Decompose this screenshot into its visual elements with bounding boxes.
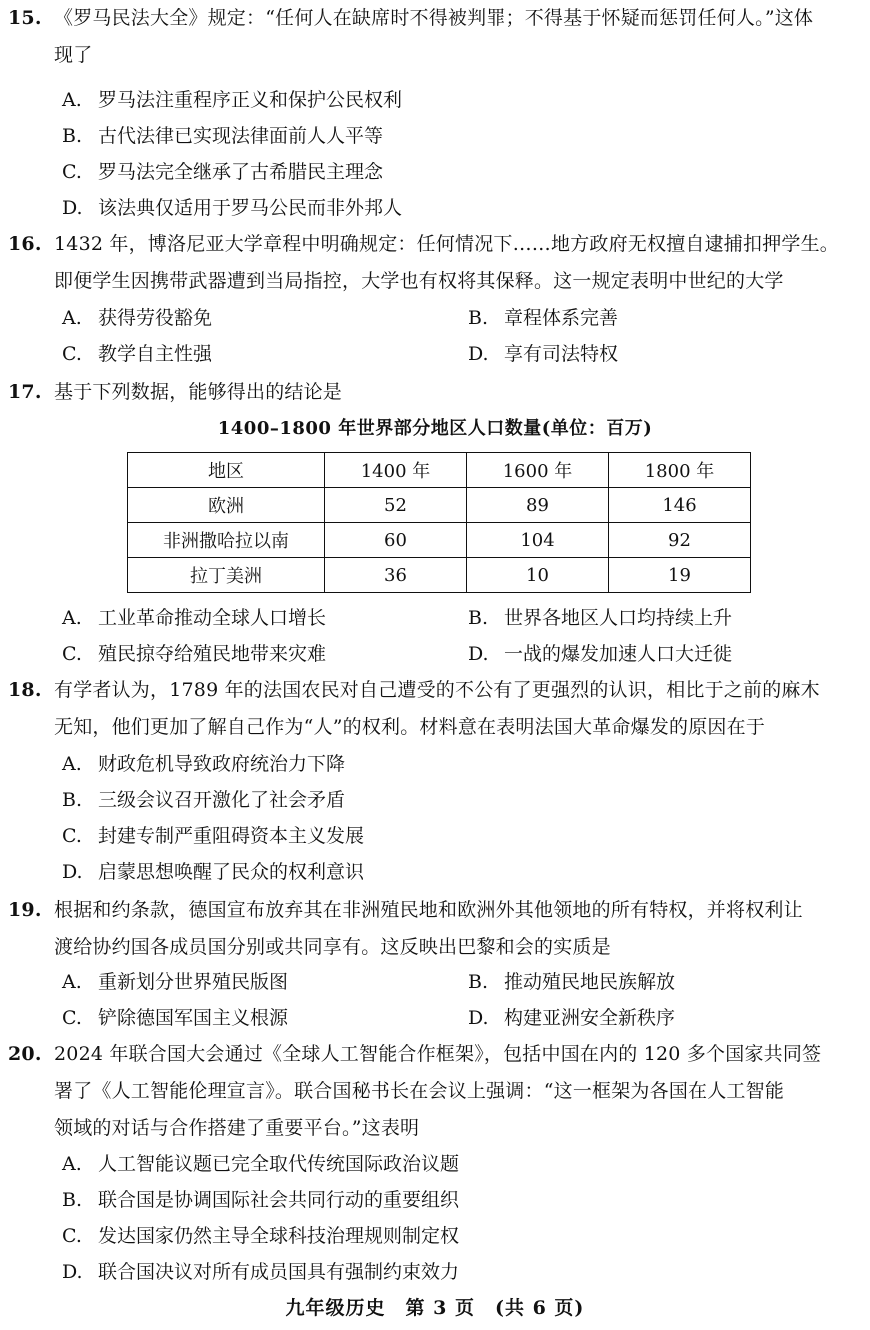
option-text: 铲除德国军国主义根源 xyxy=(98,1007,289,1029)
option-c[interactable] xyxy=(62,1218,459,1254)
question-stem xyxy=(8,0,860,37)
option-text: 殖民掠夺给殖民地带来灾难 xyxy=(98,643,327,665)
option-b[interactable] xyxy=(468,964,675,1000)
stem-text: 署了《人工智能伦理宣言》。联合国秘书长在会议上强调：“这一框架为各国在人工智能 xyxy=(54,1080,785,1102)
table-cell: 拉丁美洲 xyxy=(128,558,325,593)
question-number: 17. xyxy=(8,381,42,403)
table-cell: 19 xyxy=(609,558,751,593)
option-text: 罗马法完全继承了古希腊民主理念 xyxy=(98,161,384,183)
option-text: 罗马法注重程序正义和保护公民权利 xyxy=(98,89,403,111)
option-d[interactable] xyxy=(62,1254,459,1290)
option-letter: B. xyxy=(62,125,83,147)
stem-text: 无知，他们更加了解自己作为“人”的权利。材料意在表明法国大革命爆发的原因在于 xyxy=(54,716,766,738)
option-text: 教学自主性强 xyxy=(98,343,213,365)
stem-text: 《罗马民法大全》规定：“任何人在缺席时不得被判罪；不得基于怀疑而惩罚任何人。”这体 xyxy=(54,7,814,29)
option-d[interactable] xyxy=(468,336,618,372)
question-stem xyxy=(8,672,860,709)
option-letter: A. xyxy=(62,753,82,775)
question-17 xyxy=(8,374,860,411)
option-letter: B. xyxy=(62,1189,83,1211)
option-d[interactable] xyxy=(62,190,402,226)
option-letter: C. xyxy=(62,343,82,365)
table-cell: 36 xyxy=(325,558,467,593)
option-text: 世界各地区人口均持续上升 xyxy=(504,607,733,629)
question-18 xyxy=(8,672,860,746)
table-header-cell: 1800 年 xyxy=(609,453,751,488)
table-cell: 欧洲 xyxy=(128,488,325,523)
question-19 xyxy=(8,892,860,966)
option-c[interactable] xyxy=(62,336,212,372)
option-d[interactable] xyxy=(62,854,364,890)
stem-text: 有学者认为，1789 年的法国农民对自己遭受的不公有了更强烈的认识，相比于之前的麻木 xyxy=(54,679,820,701)
question-number: 15. xyxy=(8,7,42,29)
table-header-cell: 1600 年 xyxy=(467,453,609,488)
table-row xyxy=(128,523,751,558)
option-text: 该法典仅适用于罗马公民而非外邦人 xyxy=(98,197,403,219)
stem-text: 根据和约条款，德国宣布放弃其在非洲殖民地和欧洲外其他领地的所有特权，并将权利让 xyxy=(54,899,803,921)
stem-text: 渡给协约国各成员国分别或共同享有。这反映出巴黎和会的实质是 xyxy=(54,936,611,958)
option-a[interactable] xyxy=(62,82,402,118)
option-text: 发达国家仍然主导全球科技治理规则制定权 xyxy=(98,1225,460,1247)
question-stem xyxy=(8,1036,860,1073)
question-stem xyxy=(8,892,860,929)
option-text: 封建专制严重阻碍资本主义发展 xyxy=(98,825,365,847)
option-letter: A. xyxy=(62,1153,82,1175)
option-text: 工业革命推动全球人口增长 xyxy=(98,607,327,629)
stem-text: 现了 xyxy=(54,44,93,66)
question-number: 16. xyxy=(8,233,42,255)
option-text: 构建亚洲安全新秩序 xyxy=(504,1007,676,1029)
option-a[interactable] xyxy=(62,300,212,336)
table-cell: 52 xyxy=(325,488,467,523)
option-b[interactable] xyxy=(62,782,345,818)
option-letter: D. xyxy=(62,1261,83,1283)
option-letter: A. xyxy=(62,971,82,993)
question-number: 18. xyxy=(8,679,42,701)
question-stem xyxy=(8,226,860,263)
option-b[interactable] xyxy=(468,600,732,636)
option-text: 联合国是协调国际社会共同行动的重要组织 xyxy=(98,1189,460,1211)
option-letter: D. xyxy=(468,1007,489,1029)
option-letter: B. xyxy=(468,971,489,993)
table-header-cell: 地区 xyxy=(128,453,325,488)
option-a[interactable] xyxy=(62,746,345,782)
question-15 xyxy=(8,0,860,74)
option-text: 古代法律已实现法律面前人人平等 xyxy=(98,125,384,147)
page-footer: 九年级历史 第 3 页 (共 6 页) xyxy=(285,1297,585,1319)
option-letter: D. xyxy=(62,861,83,883)
table-row xyxy=(128,558,751,593)
table-cell: 89 xyxy=(467,488,609,523)
table-cell: 146 xyxy=(609,488,751,523)
option-text: 三级会议召开激化了社会矛盾 xyxy=(98,789,346,811)
stem-text: 2024 年联合国大会通过《全球人工智能合作框架》，包括中国在内的 120 多个国家共同签 xyxy=(54,1043,822,1065)
population-table xyxy=(127,452,751,593)
option-b[interactable] xyxy=(62,118,383,154)
stem-text: 1432 年，博洛尼亚大学章程中明确规定：任何情况下……地方政府无权擅自逮捕扣押学生。 xyxy=(54,233,839,255)
stem-text: 即便学生因携带武器遭到当局指控，大学也有权将其保释。这一规定表明中世纪的大学 xyxy=(54,270,784,292)
table-cell: 92 xyxy=(609,523,751,558)
option-text: 一战的爆发加速人口大迁徙 xyxy=(504,643,733,665)
table-caption: 1400–1800 年世界部分地区人口数量(单位：百万) xyxy=(217,418,653,439)
option-d[interactable] xyxy=(468,1000,675,1036)
option-letter: C. xyxy=(62,643,82,665)
table-header-row xyxy=(128,453,751,488)
option-text: 享有司法特权 xyxy=(504,343,619,365)
option-c[interactable] xyxy=(62,154,383,190)
option-letter: D. xyxy=(468,343,489,365)
option-c[interactable] xyxy=(62,1000,288,1036)
option-text: 人工智能议题已完全取代传统国际政治议题 xyxy=(98,1153,460,1175)
option-text: 获得劳役豁免 xyxy=(98,307,213,329)
question-16 xyxy=(8,226,860,300)
table-cell: 非洲撒哈拉以南 xyxy=(128,523,325,558)
option-letter: D. xyxy=(468,643,489,665)
option-letter: B. xyxy=(62,789,83,811)
option-b[interactable] xyxy=(468,300,618,336)
option-letter: C. xyxy=(62,825,82,847)
option-d[interactable] xyxy=(468,636,732,672)
option-text: 财政危机导致政府统治力下降 xyxy=(98,753,346,775)
question-stem xyxy=(8,374,860,411)
option-text: 重新划分世界殖民版图 xyxy=(98,971,289,993)
option-letter: A. xyxy=(62,89,82,111)
option-c[interactable] xyxy=(62,636,326,672)
option-text: 推动殖民地民族解放 xyxy=(504,971,676,993)
option-a[interactable] xyxy=(62,964,288,1000)
stem-text: 领域的对话与合作搭建了重要平台。”这表明 xyxy=(54,1117,420,1139)
option-letter: C. xyxy=(62,1225,82,1247)
stem-text: 基于下列数据，能够得出的结论是 xyxy=(54,381,343,403)
option-a[interactable] xyxy=(62,600,326,636)
option-c[interactable] xyxy=(62,818,364,854)
table-row xyxy=(128,488,751,523)
option-text: 启蒙思想唤醒了民众的权利意识 xyxy=(98,861,365,883)
question-20 xyxy=(8,1036,860,1147)
option-letter: C. xyxy=(62,1007,82,1029)
question-number: 20. xyxy=(8,1043,42,1065)
option-letter: B. xyxy=(468,607,489,629)
option-letter: C. xyxy=(62,161,82,183)
option-letter: A. xyxy=(62,307,82,329)
table-header-cell: 1400 年 xyxy=(325,453,467,488)
option-letter: B. xyxy=(468,307,489,329)
table-cell: 60 xyxy=(325,523,467,558)
question-number: 19. xyxy=(8,899,42,921)
option-a[interactable] xyxy=(62,1146,459,1182)
option-text: 章程体系完善 xyxy=(504,307,619,329)
table-cell: 104 xyxy=(467,523,609,558)
option-text: 联合国决议对所有成员国具有强制约束效力 xyxy=(98,1261,460,1283)
option-letter: A. xyxy=(62,607,82,629)
table-cell: 10 xyxy=(467,558,609,593)
option-b[interactable] xyxy=(62,1182,459,1218)
option-letter: D. xyxy=(62,197,83,219)
